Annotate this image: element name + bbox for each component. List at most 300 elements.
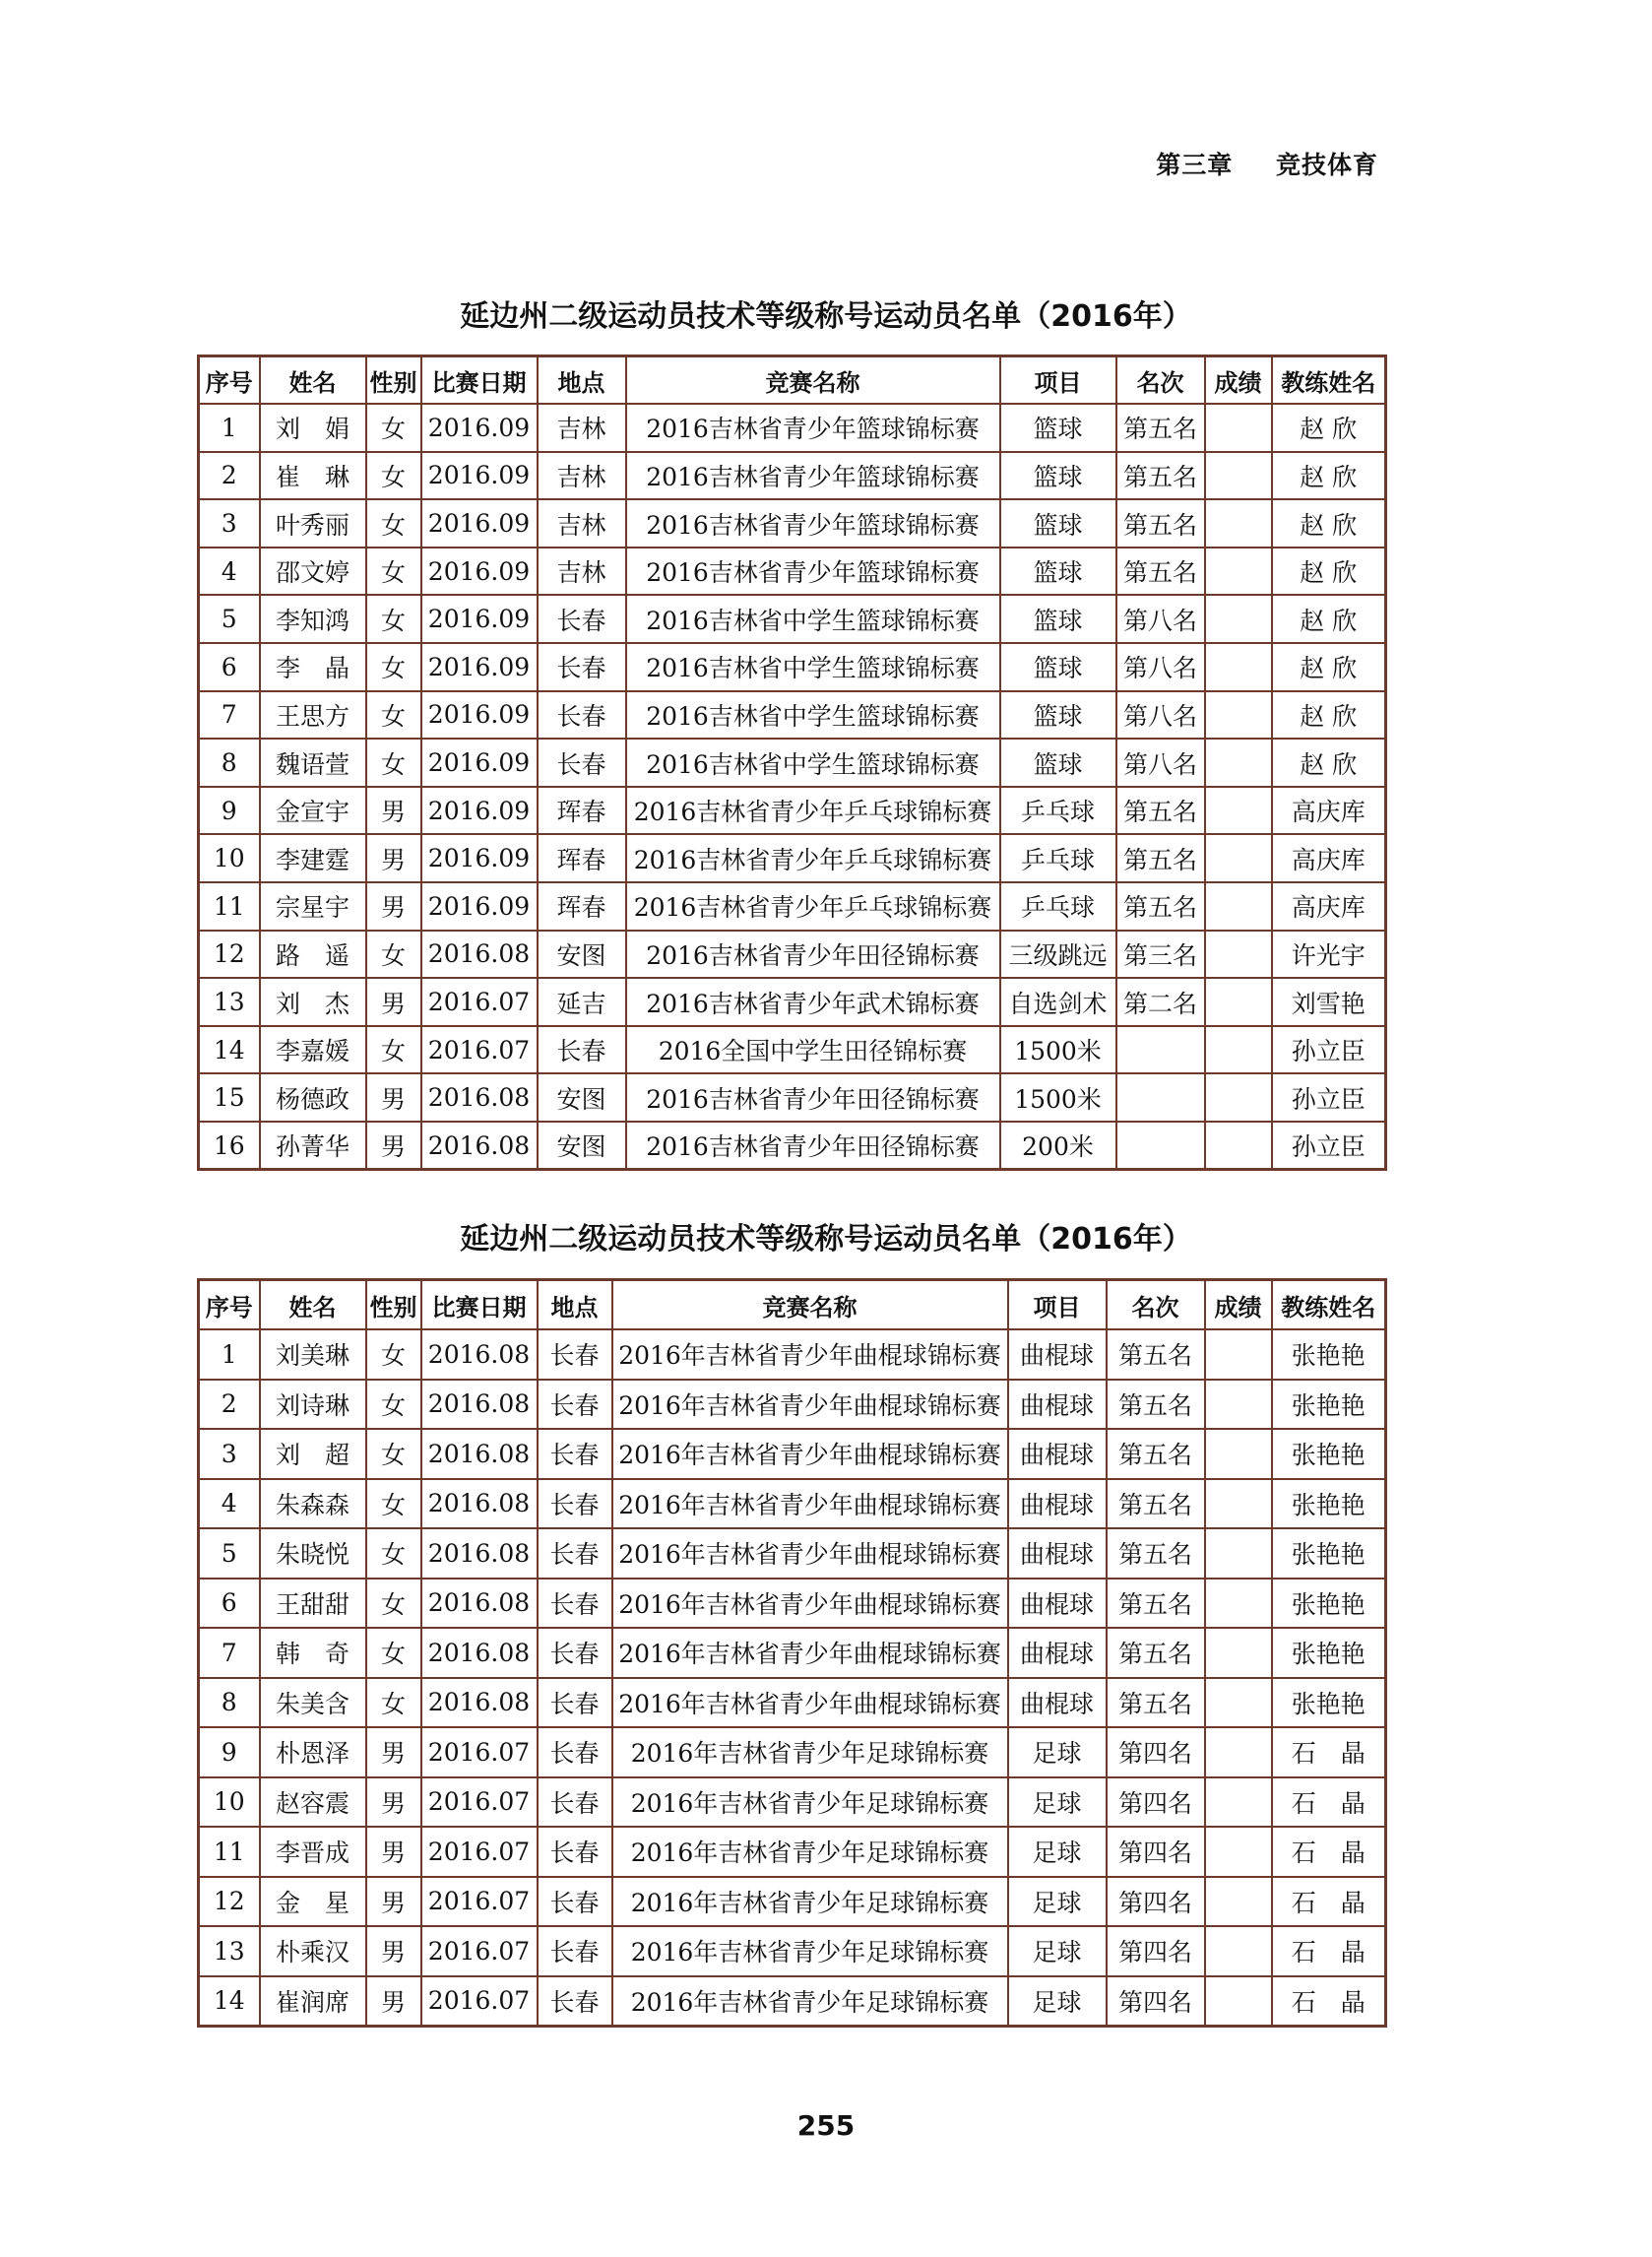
- col-location-header: 地点: [538, 1280, 612, 1330]
- cell-event: 篮球: [1000, 643, 1116, 691]
- cell-name: 朴乘汉: [260, 1926, 366, 1976]
- athlete-table-1: [197, 355, 1387, 1171]
- cell-competition: 2016年吉林省青少年足球锦标赛: [612, 1877, 1008, 1927]
- cell-coach: 赵 欣: [1272, 595, 1386, 643]
- cell-event: 曲棍球: [1008, 1429, 1107, 1479]
- table1-title: 延边州二级运动员技术等级称号运动员名单（2016年）: [460, 299, 1192, 334]
- col-result-header: 成绩: [1205, 1280, 1272, 1330]
- cell-index: 9: [199, 787, 260, 835]
- cell-gender: 男: [366, 1727, 421, 1777]
- cell-competition: 2016年吉林省青少年足球锦标赛: [612, 1976, 1008, 2027]
- cell-index: 9: [199, 1727, 260, 1777]
- cell-rank: 第五名: [1107, 1380, 1205, 1430]
- cell-location: 长春: [538, 739, 626, 787]
- cell-rank: 第五名: [1116, 404, 1205, 452]
- col-location-header: 地点: [538, 356, 626, 405]
- cell-name: 杨德政: [260, 1073, 366, 1122]
- cell-location: 吉林: [538, 548, 626, 596]
- cell-name: 朱森森: [260, 1479, 366, 1529]
- cell-gender: 女: [366, 739, 421, 787]
- cell-result: [1205, 1329, 1272, 1380]
- cell-index: 12: [199, 1877, 260, 1927]
- cell-name: 崔润席: [260, 1976, 366, 2027]
- table-row: [199, 1528, 1386, 1579]
- cell-date: 2016.08: [421, 1579, 538, 1629]
- cell-rank: 第五名: [1116, 548, 1205, 596]
- cell-index: 11: [199, 1827, 260, 1877]
- cell-location: 长春: [538, 1727, 612, 1777]
- cell-coach: 张艳艳: [1272, 1429, 1386, 1479]
- cell-location: 长春: [538, 1827, 612, 1877]
- cell-result: [1205, 739, 1272, 787]
- cell-gender: 女: [366, 1479, 421, 1529]
- col-coach-header: 教练姓名: [1272, 1280, 1386, 1330]
- cell-event: 足球: [1008, 1877, 1107, 1927]
- cell-competition: 2016吉林省青少年篮球锦标赛: [626, 548, 1000, 596]
- cell-index: 3: [199, 499, 260, 548]
- cell-rank: 第四名: [1107, 1777, 1205, 1828]
- cell-location: 长春: [538, 1528, 612, 1579]
- table-row: [199, 404, 1386, 452]
- cell-location: 珲春: [538, 834, 626, 882]
- cell-location: 长春: [538, 1380, 612, 1430]
- cell-event: 乒乓球: [1000, 834, 1116, 882]
- cell-date: 2016.07: [421, 1026, 538, 1074]
- col-name-header: 姓名: [260, 1280, 366, 1330]
- cell-competition: 2016年吉林省青少年曲棍球锦标赛: [612, 1528, 1008, 1579]
- cell-gender: 女: [366, 452, 421, 500]
- cell-gender: 女: [366, 643, 421, 691]
- cell-result: [1205, 1926, 1272, 1976]
- cell-coach: 张艳艳: [1272, 1678, 1386, 1728]
- cell-rank: 第八名: [1116, 595, 1205, 643]
- cell-event: 三级跳远: [1000, 931, 1116, 979]
- cell-gender: 女: [366, 931, 421, 979]
- cell-rank: 第三名: [1116, 931, 1205, 979]
- cell-gender: 男: [366, 1122, 421, 1170]
- cell-competition: 2016年吉林省青少年足球锦标赛: [612, 1777, 1008, 1828]
- col-competition-header: 竞赛名称: [626, 356, 1000, 405]
- cell-gender: 男: [366, 978, 421, 1026]
- table-row: [199, 1073, 1386, 1122]
- table-row: [199, 499, 1386, 548]
- cell-result: [1205, 595, 1272, 643]
- cell-result: [1205, 1976, 1272, 2027]
- cell-result: [1205, 1579, 1272, 1629]
- col-competition-header: 竞赛名称: [612, 1280, 1008, 1330]
- cell-competition: 2016吉林省青少年乒乓球锦标赛: [626, 787, 1000, 835]
- cell-result: [1205, 978, 1272, 1026]
- cell-coach: 许光宇: [1272, 931, 1386, 979]
- cell-competition: 2016吉林省青少年田径锦标赛: [626, 1122, 1000, 1170]
- cell-name: 刘 娟: [260, 404, 366, 452]
- table-row: [199, 1026, 1386, 1074]
- cell-gender: 女: [366, 1579, 421, 1629]
- cell-location: 长春: [538, 1678, 612, 1728]
- cell-name: 魏语萱: [260, 739, 366, 787]
- cell-rank: 第五名: [1116, 882, 1205, 931]
- cell-competition: 2016吉林省青少年篮球锦标赛: [626, 499, 1000, 548]
- cell-gender: 女: [366, 1329, 421, 1380]
- cell-rank: 第五名: [1107, 1329, 1205, 1380]
- cell-competition: 2016年吉林省青少年曲棍球锦标赛: [612, 1579, 1008, 1629]
- cell-coach: 刘雪艳: [1272, 978, 1386, 1026]
- cell-date: 2016.07: [421, 1727, 538, 1777]
- cell-competition: 2016吉林省青少年武术锦标赛: [626, 978, 1000, 1026]
- cell-name: 刘诗琳: [260, 1380, 366, 1430]
- cell-competition: 2016年吉林省青少年足球锦标赛: [612, 1727, 1008, 1777]
- cell-event: 足球: [1008, 1727, 1107, 1777]
- table-row: [199, 1976, 1386, 2027]
- cell-gender: 女: [366, 1628, 421, 1678]
- cell-competition: 2016吉林省青少年田径锦标赛: [626, 1073, 1000, 1122]
- cell-name: 邵文婷: [260, 548, 366, 596]
- cell-competition: 2016年吉林省青少年曲棍球锦标赛: [612, 1380, 1008, 1430]
- cell-gender: 男: [366, 1926, 421, 1976]
- cell-index: 16: [199, 1122, 260, 1170]
- cell-date: 2016.08: [421, 1528, 538, 1579]
- cell-index: 1: [199, 404, 260, 452]
- cell-gender: 男: [366, 1777, 421, 1828]
- cell-event: 乒乓球: [1000, 787, 1116, 835]
- table2-title: 延边州二级运动员技术等级称号运动员名单（2016年）: [460, 1222, 1192, 1257]
- cell-event: 曲棍球: [1008, 1479, 1107, 1529]
- cell-date: 2016.09: [421, 595, 538, 643]
- cell-competition: 2016吉林省中学生篮球锦标赛: [626, 595, 1000, 643]
- cell-location: 长春: [538, 1479, 612, 1529]
- cell-event: 1500米: [1000, 1026, 1116, 1074]
- cell-result: [1205, 1479, 1272, 1529]
- cell-event: 足球: [1008, 1976, 1107, 2027]
- cell-index: 14: [199, 1976, 260, 2027]
- cell-name: 李晋成: [260, 1827, 366, 1877]
- cell-location: 长春: [538, 595, 626, 643]
- cell-event: 篮球: [1000, 404, 1116, 452]
- cell-date: 2016.09: [421, 643, 538, 691]
- cell-index: 13: [199, 978, 260, 1026]
- cell-competition: 2016年吉林省青少年足球锦标赛: [612, 1827, 1008, 1877]
- cell-result: [1205, 691, 1272, 740]
- cell-rank: 第五名: [1107, 1479, 1205, 1529]
- cell-date: 2016.09: [421, 404, 538, 452]
- cell-location: 吉林: [538, 404, 626, 452]
- cell-coach: 石 晶: [1272, 1976, 1386, 2027]
- cell-date: 2016.09: [421, 787, 538, 835]
- cell-location: 长春: [538, 1329, 612, 1380]
- cell-name: 赵容震: [260, 1777, 366, 1828]
- cell-coach: 张艳艳: [1272, 1479, 1386, 1529]
- cell-event: 200米: [1000, 1122, 1116, 1170]
- cell-index: 6: [199, 1579, 260, 1629]
- cell-event: 篮球: [1000, 739, 1116, 787]
- cell-name: 刘 杰: [260, 978, 366, 1026]
- cell-coach: 赵 欣: [1272, 499, 1386, 548]
- cell-location: 珲春: [538, 882, 626, 931]
- cell-date: 2016.07: [421, 1976, 538, 2027]
- cell-date: 2016.07: [421, 1827, 538, 1877]
- cell-coach: 孙立臣: [1272, 1026, 1386, 1074]
- cell-gender: 男: [366, 787, 421, 835]
- cell-event: 篮球: [1000, 595, 1116, 643]
- table2-body: [199, 1329, 1386, 2026]
- cell-gender: 男: [366, 834, 421, 882]
- cell-coach: 石 晶: [1272, 1926, 1386, 1976]
- cell-result: [1205, 1877, 1272, 1927]
- cell-name: 王甜甜: [260, 1579, 366, 1629]
- cell-location: 安图: [538, 1073, 626, 1122]
- cell-event: 篮球: [1000, 691, 1116, 740]
- cell-date: 2016.09: [421, 691, 538, 740]
- cell-result: [1205, 1122, 1272, 1170]
- cell-result: [1205, 1429, 1272, 1479]
- cell-name: 孙菁华: [260, 1122, 366, 1170]
- cell-competition: 2016吉林省中学生篮球锦标赛: [626, 739, 1000, 787]
- cell-result: [1205, 1777, 1272, 1828]
- table-row: [199, 882, 1386, 931]
- cell-index: 5: [199, 595, 260, 643]
- cell-competition: 2016全国中学生田径锦标赛: [626, 1026, 1000, 1074]
- cell-event: 曲棍球: [1008, 1528, 1107, 1579]
- table-row: [199, 1777, 1386, 1828]
- cell-result: [1205, 882, 1272, 931]
- cell-event: 1500米: [1000, 1073, 1116, 1122]
- cell-location: 吉林: [538, 452, 626, 500]
- cell-name: 金 星: [260, 1877, 366, 1927]
- cell-date: 2016.09: [421, 739, 538, 787]
- table-row: [199, 1628, 1386, 1678]
- cell-competition: 2016吉林省青少年篮球锦标赛: [626, 452, 1000, 500]
- cell-coach: 高庆库: [1272, 787, 1386, 835]
- cell-coach: 赵 欣: [1272, 452, 1386, 500]
- cell-date: 2016.08: [421, 931, 538, 979]
- cell-coach: 赵 欣: [1272, 643, 1386, 691]
- cell-result: [1205, 1528, 1272, 1579]
- table-row: [199, 1122, 1386, 1170]
- cell-index: 1: [199, 1329, 260, 1380]
- table-row: [199, 1479, 1386, 1529]
- cell-index: 13: [199, 1926, 260, 1976]
- cell-index: 8: [199, 1678, 260, 1728]
- table-row: [199, 1926, 1386, 1976]
- cell-event: 曲棍球: [1008, 1678, 1107, 1728]
- cell-result: [1205, 1380, 1272, 1430]
- table-row: [199, 691, 1386, 740]
- table-row: [199, 548, 1386, 596]
- cell-index: 12: [199, 931, 260, 979]
- cell-event: 足球: [1008, 1926, 1107, 1976]
- cell-result: [1205, 834, 1272, 882]
- cell-gender: 女: [366, 691, 421, 740]
- cell-competition: 2016年吉林省青少年曲棍球锦标赛: [612, 1479, 1008, 1529]
- cell-coach: 赵 欣: [1272, 404, 1386, 452]
- cell-coach: 赵 欣: [1272, 691, 1386, 740]
- section-label: 竞技体育: [1275, 151, 1378, 179]
- cell-rank: 第四名: [1107, 1926, 1205, 1976]
- col-gender-header: 性别: [366, 356, 421, 405]
- cell-date: 2016.08: [421, 1122, 538, 1170]
- cell-date: 2016.07: [421, 978, 538, 1026]
- col-result-header: 成绩: [1205, 356, 1272, 405]
- cell-name: 朱美含: [260, 1678, 366, 1728]
- cell-rank: 第五名: [1116, 787, 1205, 835]
- cell-coach: 张艳艳: [1272, 1628, 1386, 1678]
- cell-competition: 2016年吉林省青少年曲棍球锦标赛: [612, 1329, 1008, 1380]
- cell-date: 2016.07: [421, 1777, 538, 1828]
- cell-rank: 第五名: [1107, 1528, 1205, 1579]
- cell-coach: 张艳艳: [1272, 1380, 1386, 1430]
- cell-index: 7: [199, 1628, 260, 1678]
- cell-location: 长春: [538, 1429, 612, 1479]
- col-index-header: 序号: [199, 356, 260, 405]
- col-gender-header: 性别: [366, 1280, 421, 1330]
- cell-index: 8: [199, 739, 260, 787]
- cell-gender: 男: [366, 1877, 421, 1927]
- cell-name: 韩 奇: [260, 1628, 366, 1678]
- cell-event: 篮球: [1000, 548, 1116, 596]
- cell-rank: 第五名: [1116, 452, 1205, 500]
- table-row: [199, 931, 1386, 979]
- cell-event: 曲棍球: [1008, 1579, 1107, 1629]
- cell-name: 李嘉媛: [260, 1026, 366, 1074]
- cell-gender: 女: [366, 595, 421, 643]
- cell-gender: 女: [366, 1026, 421, 1074]
- table-row: [199, 1877, 1386, 1927]
- cell-location: 安图: [538, 931, 626, 979]
- cell-rank: 第二名: [1116, 978, 1205, 1026]
- cell-rank: 第五名: [1107, 1429, 1205, 1479]
- cell-index: 14: [199, 1026, 260, 1074]
- cell-result: [1205, 1628, 1272, 1678]
- cell-event: 足球: [1008, 1827, 1107, 1877]
- cell-date: 2016.09: [421, 452, 538, 500]
- col-rank-header: 名次: [1116, 356, 1205, 405]
- cell-date: 2016.08: [421, 1678, 538, 1728]
- cell-location: 吉林: [538, 499, 626, 548]
- cell-location: 长春: [538, 643, 626, 691]
- cell-coach: 孙立臣: [1272, 1073, 1386, 1122]
- cell-competition: 2016吉林省青少年乒乓球锦标赛: [626, 882, 1000, 931]
- cell-event: 乒乓球: [1000, 882, 1116, 931]
- cell-location: 长春: [538, 1026, 626, 1074]
- cell-result: [1205, 787, 1272, 835]
- cell-index: 4: [199, 548, 260, 596]
- cell-gender: 女: [366, 1429, 421, 1479]
- cell-coach: 孙立臣: [1272, 1122, 1386, 1170]
- cell-name: 李 晶: [260, 643, 366, 691]
- col-event-header: 项目: [1000, 356, 1116, 405]
- cell-coach: 石 晶: [1272, 1827, 1386, 1877]
- cell-result: [1205, 643, 1272, 691]
- table-row: [199, 1429, 1386, 1479]
- col-name-header: 姓名: [260, 356, 366, 405]
- cell-name: 王思方: [260, 691, 366, 740]
- table-row: [199, 1678, 1386, 1728]
- cell-rank: 第四名: [1107, 1827, 1205, 1877]
- cell-gender: 女: [366, 1528, 421, 1579]
- cell-rank: [1116, 1026, 1205, 1074]
- cell-date: 2016.08: [421, 1628, 538, 1678]
- cell-coach: 张艳艳: [1272, 1528, 1386, 1579]
- col-rank-header: 名次: [1107, 1280, 1205, 1330]
- cell-rank: 第四名: [1107, 1727, 1205, 1777]
- cell-event: 曲棍球: [1008, 1628, 1107, 1678]
- cell-event: 足球: [1008, 1777, 1107, 1828]
- table1-body: [199, 404, 1386, 1170]
- cell-rank: 第五名: [1116, 499, 1205, 548]
- cell-index: 10: [199, 1777, 260, 1828]
- col-index-header: 序号: [199, 1280, 260, 1330]
- cell-date: 2016.07: [421, 1877, 538, 1927]
- cell-coach: 张艳艳: [1272, 1579, 1386, 1629]
- cell-result: [1205, 1073, 1272, 1122]
- cell-gender: 女: [366, 1380, 421, 1430]
- cell-date: 2016.08: [421, 1429, 538, 1479]
- cell-rank: 第八名: [1116, 691, 1205, 740]
- col-coach-header: 教练姓名: [1272, 356, 1386, 405]
- cell-location: 长春: [538, 1628, 612, 1678]
- cell-event: 篮球: [1000, 452, 1116, 500]
- cell-date: 2016.09: [421, 834, 538, 882]
- cell-location: 延吉: [538, 978, 626, 1026]
- cell-gender: 男: [366, 1827, 421, 1877]
- cell-gender: 女: [366, 548, 421, 596]
- table2-header: [199, 1280, 1386, 1330]
- table-row: [199, 1380, 1386, 1430]
- col-date-header: 比赛日期: [421, 1280, 538, 1330]
- cell-date: 2016.08: [421, 1479, 538, 1529]
- cell-gender: 女: [366, 404, 421, 452]
- cell-coach: 石 晶: [1272, 1727, 1386, 1777]
- cell-rank: 第四名: [1107, 1877, 1205, 1927]
- cell-name: 李知鸿: [260, 595, 366, 643]
- cell-date: 2016.07: [421, 1926, 538, 1976]
- cell-result: [1205, 1678, 1272, 1728]
- cell-location: 长春: [538, 1777, 612, 1828]
- cell-location: 长春: [538, 1579, 612, 1629]
- cell-event: 自选剑术: [1000, 978, 1116, 1026]
- cell-index: 3: [199, 1429, 260, 1479]
- col-date-header: 比赛日期: [421, 356, 538, 405]
- cell-competition: 2016年吉林省青少年曲棍球锦标赛: [612, 1429, 1008, 1479]
- cell-result: [1205, 1026, 1272, 1074]
- table-row: [199, 1727, 1386, 1777]
- cell-competition: 2016年吉林省青少年曲棍球锦标赛: [612, 1678, 1008, 1728]
- cell-date: 2016.08: [421, 1073, 538, 1122]
- cell-rank: [1116, 1073, 1205, 1122]
- cell-gender: 男: [366, 1073, 421, 1122]
- table-row: [199, 1827, 1386, 1877]
- cell-name: 刘美琳: [260, 1329, 366, 1380]
- cell-index: 4: [199, 1479, 260, 1529]
- cell-rank: 第八名: [1116, 643, 1205, 691]
- cell-date: 2016.09: [421, 548, 538, 596]
- chapter-label: 第三章: [1156, 151, 1234, 179]
- cell-coach: 石 晶: [1272, 1777, 1386, 1828]
- cell-coach: 赵 欣: [1272, 739, 1386, 787]
- cell-competition: 2016吉林省青少年乒乓球锦标赛: [626, 834, 1000, 882]
- cell-coach: 高庆库: [1272, 834, 1386, 882]
- cell-index: 2: [199, 1380, 260, 1430]
- cell-event: 曲棍球: [1008, 1380, 1107, 1430]
- cell-date: 2016.09: [421, 499, 538, 548]
- cell-rank: 第四名: [1107, 1976, 1205, 2027]
- cell-result: [1205, 1727, 1272, 1777]
- cell-competition: 2016吉林省青少年田径锦标赛: [626, 931, 1000, 979]
- table-row: [199, 978, 1386, 1026]
- cell-rank: 第五名: [1116, 834, 1205, 882]
- athlete-table-2: [197, 1278, 1387, 2028]
- cell-index: 15: [199, 1073, 260, 1122]
